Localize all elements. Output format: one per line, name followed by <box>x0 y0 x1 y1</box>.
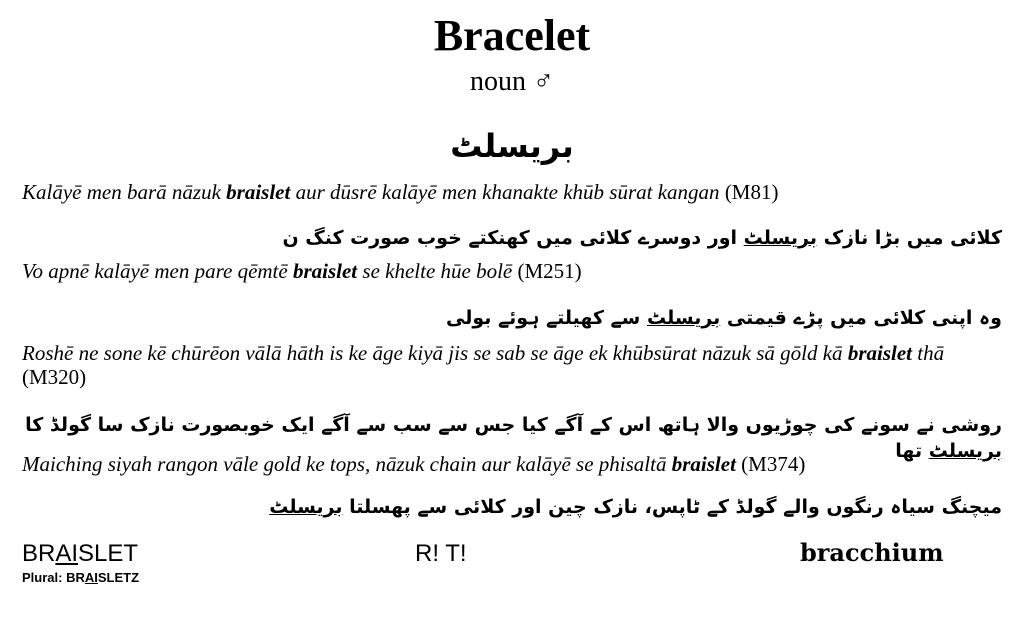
example-1-ref: (M81) <box>724 180 779 204</box>
respelling: BRAISLET <box>22 540 139 567</box>
example-4-transliteration: Maiching siyah rangon vāle gold ke tops, nāzuk chain aur kalāyē se phisaltā braislet (M374) <box>22 452 806 476</box>
example-2-urdu: وہ اپنی کلائی میں پڑے قیمتی بریسلٹ سے کھیلتے ہوئے بولی <box>446 307 1002 329</box>
plural-form: Plural: BRAISLETZ <box>22 570 140 585</box>
example-1-keyword: braislet <box>226 180 291 204</box>
example-1-urdu-term: بریسلٹ <box>743 227 817 249</box>
example-1-transliteration: Kalāyē men barā nāzuk braislet aur dūsrē kalāyē men khanakte khūb sūrat kangan (M81) <box>22 180 779 204</box>
etymology-word: bracchium <box>800 538 944 567</box>
example-1-urdu: کلائی میں بڑا نازک بریسلٹ اور دوسرے کلائی میں کھنکتے خوب صورت کنگ ن <box>282 227 1002 249</box>
example-3-transliteration: Roshē ne sone kē chūrēon vālā hāth is ke āge kiyā jis se sab se āge ek khūbsūrat nāzuk sā gōld kā braislet thā (M320) <box>22 341 945 389</box>
example-4-urdu-term: بریسلٹ <box>269 496 343 518</box>
part-of-speech: noun ♂ <box>470 66 554 97</box>
urdu-headword: بریسلٹ <box>450 127 574 165</box>
example-2-ref: (M251) <box>517 259 582 283</box>
example-3-urdu-term: بریسلٹ <box>928 440 1002 462</box>
example-3-ref: (M320) <box>22 365 87 389</box>
example-4-keyword: braislet <box>671 452 736 476</box>
example-2-keyword: braislet <box>292 259 358 283</box>
example-4-ref: (M374) <box>741 452 806 476</box>
example-2-transliteration: Vo apnē kalāyē men pare qēmtē braislet se khelte hūe bolē (M251) <box>22 259 582 283</box>
headword-title: Bracelet <box>433 11 591 60</box>
example-3-urdu: روشی نے سونے کی چوڑیوں والا ہاتھ اس کے آگے کیا جس سے سب سے آگے ایک خوبصورت نازک سا گولڈ کا بریسلٹ تھا <box>25 414 1002 462</box>
example-2-urdu-term: بریسلٹ <box>646 307 721 329</box>
respelling-block <box>22 540 139 585</box>
example-3-keyword: braislet <box>847 341 912 365</box>
example-4-urdu: میچنگ سیاہ رنگوں والے گولڈ کے ٹاپس، نازک چین اور کلائی سے پھسلتا بریسلٹ <box>269 496 1002 518</box>
pronunciation-notation: R! T! <box>415 540 467 567</box>
